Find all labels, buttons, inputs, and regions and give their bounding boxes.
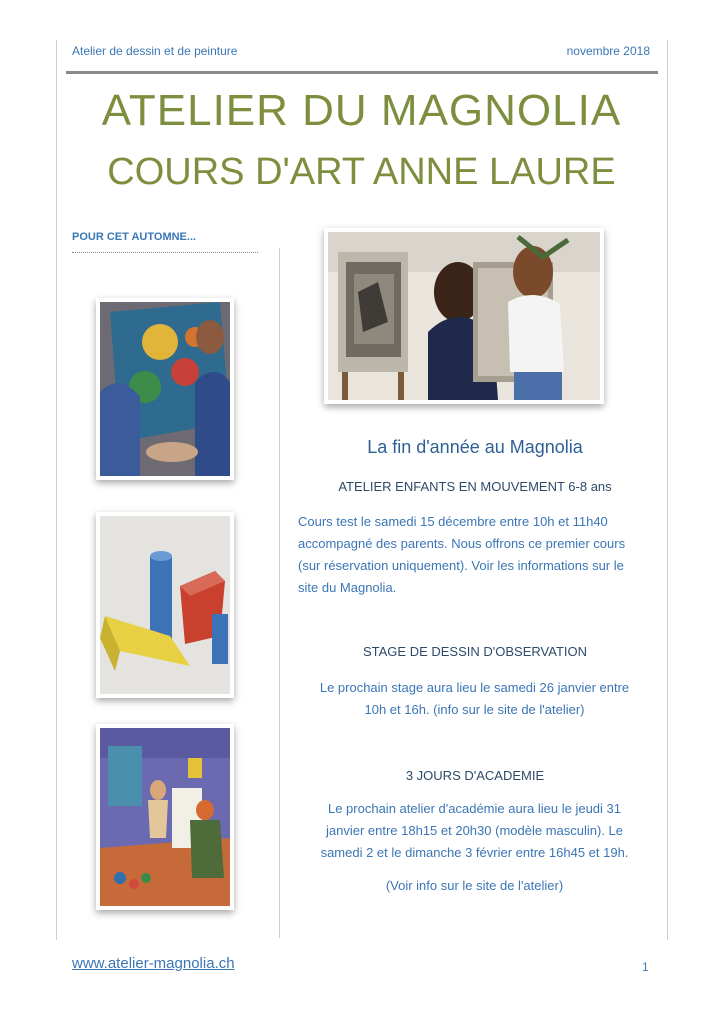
column-divider bbox=[279, 248, 280, 938]
sidebar-label: POUR CET AUTOMNE... bbox=[72, 231, 197, 243]
text-line: Le prochain stage aura lieu le samedi 26 janvier entre bbox=[319, 680, 630, 695]
photo-atelier-students bbox=[324, 228, 604, 404]
sidebar-dotted-rule bbox=[72, 252, 258, 253]
section-title-academie: 3 JOURS D'ACADEMIE bbox=[405, 768, 545, 783]
text-line: janvier entre 18h15 et 20h30 (modèle masculin). Le bbox=[325, 823, 623, 838]
text-line: site du Magnolia. bbox=[298, 580, 397, 595]
page-title: ATELIER DU MAGNOLIA bbox=[101, 86, 622, 135]
footer-website-link[interactable]: www.atelier-magnolia.ch bbox=[72, 955, 235, 972]
page-number: 1 bbox=[642, 960, 649, 974]
page-subtitle: COURS D'ART ANNE LAURE bbox=[107, 151, 616, 193]
header-date: novembre 2018 bbox=[566, 44, 650, 58]
text-line: (sur réservation uniquement). Voir les informations sur le bbox=[298, 558, 624, 573]
photo-illustration-painter bbox=[96, 724, 234, 910]
text-line: Cours test le samedi 15 décembre entre 10h et 11h40 bbox=[298, 514, 608, 529]
section-body-academie bbox=[298, 798, 651, 864]
content-heading: La fin d'année au Magnolia bbox=[367, 437, 583, 457]
section-body-stage bbox=[298, 677, 651, 721]
text-line: accompagné des parents. Nous offrons ce premier cours bbox=[298, 536, 626, 551]
section-title-enfants: ATELIER ENFANTS EN MOUVEMENT 6-8 ans bbox=[338, 479, 612, 494]
photo-geometric-blocks bbox=[96, 512, 234, 698]
section-body-enfants bbox=[298, 511, 651, 599]
text-line: Le prochain atelier d'académie aura lieu le jeudi 31 bbox=[327, 801, 621, 816]
section-note-academie: (Voir info sur le site de l'atelier) bbox=[385, 878, 564, 893]
header-subtitle: Atelier de dessin et de peinture bbox=[72, 44, 238, 58]
header-rule bbox=[66, 71, 658, 74]
text-line: 10h et 16h. (info sur le site de l'atelier) bbox=[364, 702, 585, 717]
photo-children-painting bbox=[96, 298, 234, 480]
section-title-stage: STAGE DE DESSIN D'OBSERVATION bbox=[362, 644, 587, 659]
text-line: samedi 2 et le dimanche 3 février entre 16h45 et 19h. bbox=[320, 845, 629, 860]
